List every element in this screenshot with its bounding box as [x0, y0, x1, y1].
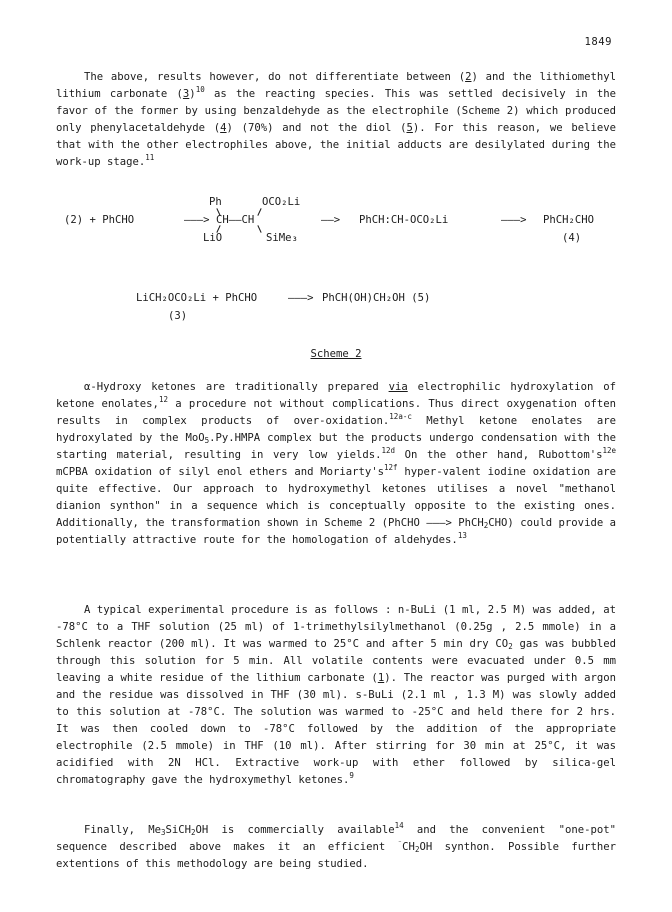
citation-superscript: 11 [145, 153, 155, 162]
page-number: 1849 [584, 36, 612, 48]
text-run: The above, results however, do not differentiate between ( [84, 71, 466, 83]
text-run: mCPBA oxidation of silyl enol ethers and Moriarty's [56, 466, 385, 478]
compound-ref: 1 [377, 672, 385, 684]
paragraph-1-text [56, 69, 616, 171]
reaction-arrow: ——> [321, 214, 341, 226]
text-run: ) and the lithiomethyl lithium carbonate ( [56, 71, 616, 100]
phenyl-label: Ph [209, 196, 222, 208]
compound-ref: 3 [182, 88, 190, 100]
sime3-label: SiMe₃ [266, 232, 298, 244]
text-run: ). The reactor was purged with argon and the residue was dissolved in THF (30 ml). s-BuLi (2.1 ml , 1.3 M) was slowly added to this solution at -78°C. The solution was warmed to -25°C and held there for 2 hrs. It was then cooled down to -78°C followed by the addition of the appropriate electrophile (2.5 mmole) in THF (10 ml). After stirring for 30 min at 25°C, it was acidified with 2N HCl. Extractive work-up with ether followed by silica-gel chromatography gave the hydroxymethyl ketones. [56, 672, 616, 786]
paragraph-1 [56, 69, 616, 171]
paragraph-3 [56, 602, 616, 789]
text-run: ). For this reason, we believe that with the other electrophiles above, the initial adducts are desilylated during the work-up stage. [56, 122, 616, 168]
text-run: Finally, Me [84, 824, 161, 836]
paragraph-2-text [56, 379, 616, 549]
product-phenylacetaldehyde: PhCH₂CHO [543, 214, 595, 226]
compound-ref: 2 [465, 71, 472, 83]
text-run: gas was bubbled through this solution for 5 min. All volatile contents were evacuated under 0.5 mm leaving a white residue of the lithium carbonate ( [56, 638, 616, 684]
subscript: 2 [508, 642, 513, 651]
citation-superscript: 10 [195, 85, 205, 94]
text-run: ) [189, 88, 196, 100]
text-run: OH is commercially available [195, 824, 395, 836]
subscript: 2 [191, 828, 196, 837]
citation-superscript: 12e [602, 446, 616, 455]
reactant-number: (3) [168, 310, 188, 322]
text-run: CH [402, 841, 415, 853]
scheme-reactants: (2) + PhCHO [64, 214, 135, 226]
reaction-arrow: ———> [501, 214, 527, 226]
citation-superscript: 12d [381, 446, 396, 455]
citation-superscript: 13 [457, 531, 467, 540]
text-run: electrophilic hydroxylation of ketone enolates, [56, 381, 616, 410]
text-run: SiCH [165, 824, 192, 836]
subscript: 5 [204, 436, 210, 445]
compound-ref: 4 [220, 122, 227, 134]
bond-line [257, 225, 261, 233]
subscript: 2 [483, 521, 489, 530]
lio-label: LiO [203, 232, 223, 244]
emphasis: via [388, 381, 408, 393]
citation-superscript: 14 [394, 821, 404, 830]
paragraph-4-text [56, 822, 616, 873]
paragraph-4 [56, 822, 616, 873]
text-run: A typical experimental procedure is as follows : n-BuLi (1 ml, 2.5 M) was added, at -78°C to a THF solution (25 ml) of 1-trimethylsilylmethanol (0.25g , 2.5 mmole) in a Schlenk reactor (200 ml). It was warmed to 25°C and after 5 min dry CO [56, 604, 616, 650]
text-run: a procedure not without complications. Thus direct oxygenation often results in complex products of over-oxidation. [56, 398, 616, 427]
paragraph-3-text [56, 602, 616, 789]
text-run: α-Hydroxy ketones are traditionally prepared [84, 381, 389, 393]
ch-ch-bond: CH——CH [216, 214, 255, 226]
scheme-2 [56, 182, 616, 322]
text-run: OH synthon. Possible further extentions of this methodology are being studied. [56, 841, 616, 870]
scheme-reactants-2: LiCH₂OCO₂Li + PhCHO [136, 292, 258, 304]
text-run: and the convenient "one-pot" sequence described above makes it an efficient [56, 824, 616, 853]
subscript: 3 [161, 828, 166, 837]
text-run: Methyl ketone enolates are hydroxylated by the MoO [56, 415, 616, 444]
citation-superscript: 9 [349, 771, 354, 780]
paragraph-2 [56, 379, 616, 549]
product-number: (4) [562, 232, 582, 244]
text-run: CHO) could provide a potentially attractive route for the homologation of aldehydes. [56, 517, 617, 546]
subscript: 2 [414, 845, 420, 854]
bond-line [257, 208, 261, 216]
text-run: .Py.HMPA complex but the products undergo condensation with the starting material, resulting in very low yields. [56, 432, 617, 461]
text-run: as the reacting species. This was settled decisively in the favor of the former by using benzaldehyde as the electrophile (Scheme 2) which produced only phenylacetaldehyde ( [56, 88, 616, 134]
diol-product: PhCH(OH)CH₂OH (5) [322, 292, 431, 304]
compound-ref: 5 [406, 122, 413, 134]
charge-superscript: ⁻ [397, 838, 403, 847]
text-run: On the other hand, Rubottom's [395, 449, 603, 461]
reaction-arrow: ———> [288, 292, 314, 304]
text-run: ) (70%) and not the diol ( [226, 122, 407, 134]
carbonate-label: OCO₂Li [262, 196, 301, 208]
scheme-caption: Scheme 2 [310, 348, 362, 360]
citation-superscript: 12f [384, 463, 398, 472]
text-run: hyper-valent iodine oxidation are quite effective. Our approach to hydroxymethyl ketones utilises a novel "methanol dianion synthon" in a sequence which is conceptually opposite to the existing ones. Additionally, the transformation shown in Scheme 2 (PhCHO ———> PhCH [56, 466, 616, 529]
enol-carbonate: PhCH:CH-OCO₂Li [359, 214, 449, 226]
citation-superscript: 12 [158, 395, 168, 404]
reaction-arrow: ———> [184, 214, 210, 226]
citation-superscript: 12a-c [389, 412, 412, 421]
